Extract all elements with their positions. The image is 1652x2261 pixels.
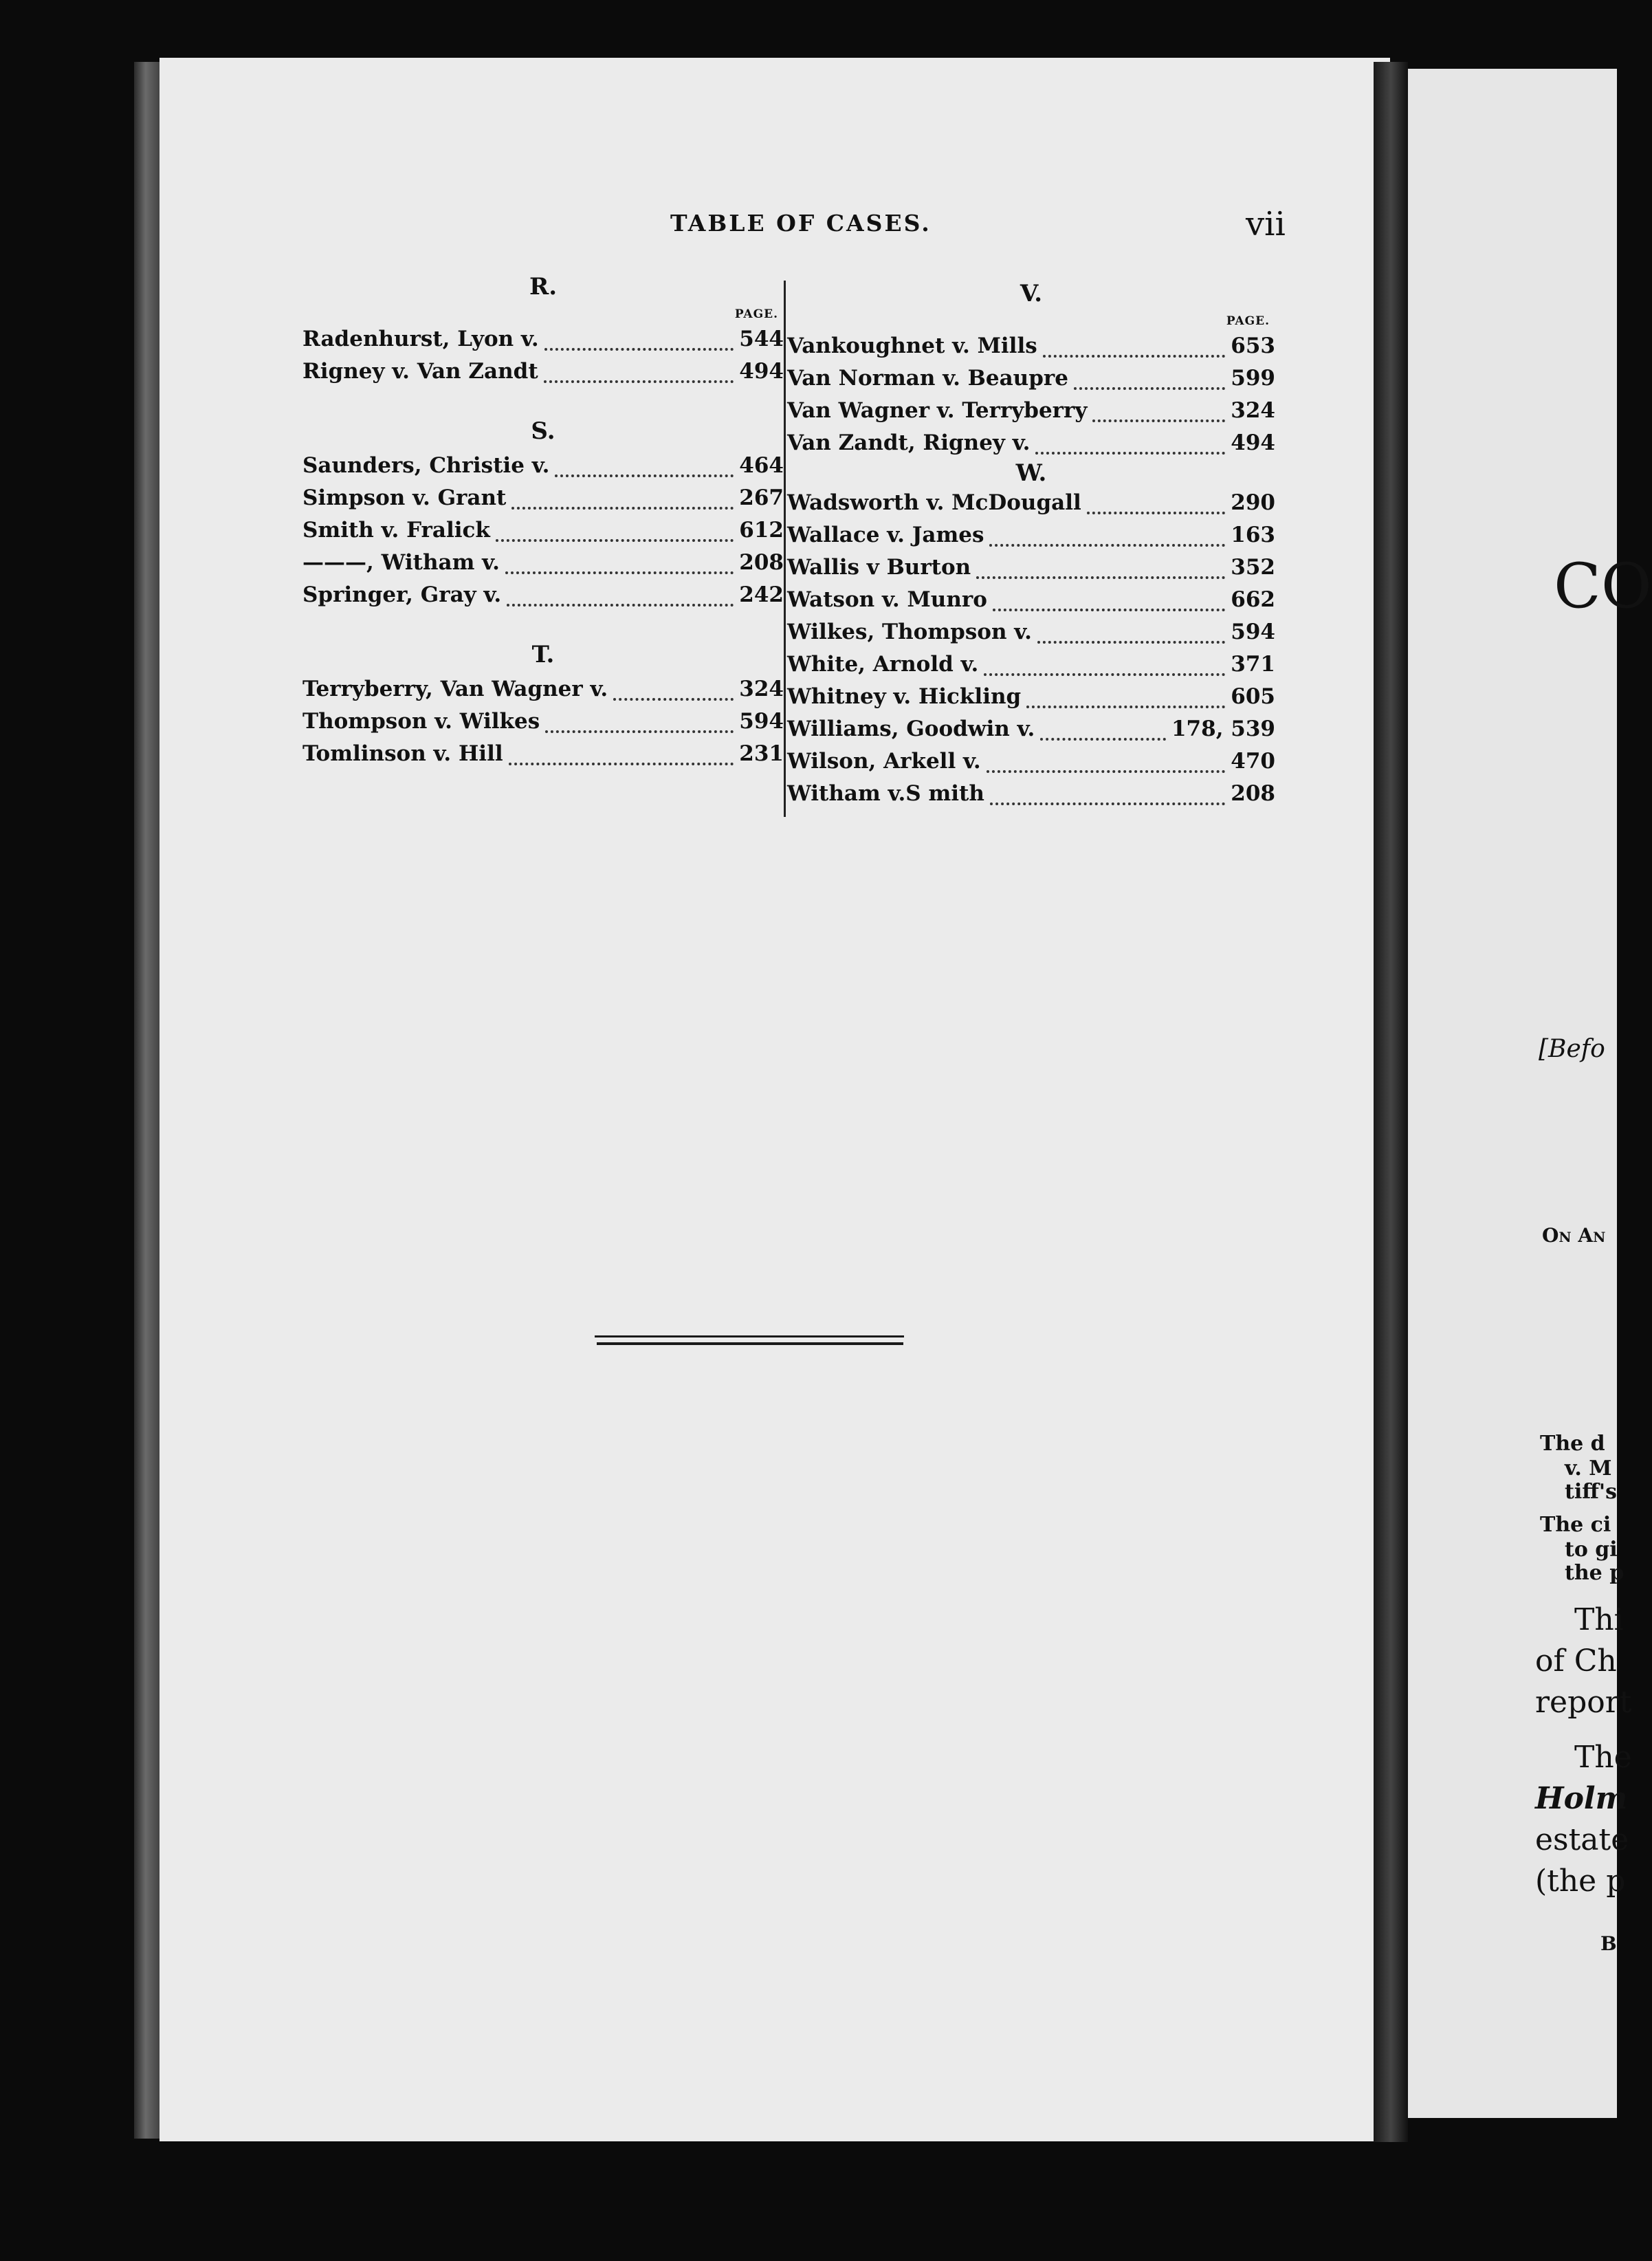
- book-gutter: [1374, 62, 1408, 2142]
- case-name: Springer, Gray v.: [302, 582, 502, 607]
- case-name: ———, Witham v.: [302, 550, 500, 575]
- section-letter: S.: [531, 417, 555, 445]
- facing-body-8: B: [1600, 1932, 1617, 1955]
- facing-on-text: On An: [1542, 1224, 1606, 1247]
- page-number: vii: [1246, 205, 1286, 243]
- case-entry: [787, 395, 1275, 427]
- case-name: Van Zandt, Rigney v.: [787, 430, 1031, 455]
- case-entry: [302, 547, 784, 579]
- case-entry: [302, 579, 784, 611]
- case-entry: [302, 450, 784, 482]
- dot-leader: [1074, 378, 1225, 390]
- case-entry: [787, 487, 1275, 519]
- case-name: Wilkes, Thompson v.: [787, 620, 1032, 644]
- case-name: Terryberry, Van Wagner v.: [302, 677, 608, 701]
- case-page: 470: [1231, 749, 1275, 774]
- case-entry: [787, 330, 1275, 362]
- case-page: 612: [739, 518, 784, 543]
- case-name: Van Norman v. Beaupre: [787, 366, 1068, 391]
- case-name: Witham v.S mith: [787, 781, 984, 806]
- case-page: 290: [1231, 490, 1275, 515]
- case-page: 594: [739, 709, 784, 734]
- case-entry: [787, 778, 1275, 810]
- case-entry: [787, 427, 1275, 459]
- facing-summary-4: The ci: [1540, 1513, 1611, 1537]
- dot-leader: [509, 753, 734, 765]
- case-entry: [787, 713, 1275, 745]
- facing-summary-3: tiff's: [1565, 1480, 1617, 1504]
- facing-bracket-text: [Befo: [1539, 1035, 1605, 1063]
- dot-leader: [993, 599, 1225, 611]
- scan-edge-left: [134, 62, 163, 2139]
- case-name: Vankoughnet v. Mills: [787, 334, 1037, 358]
- section-letter: W.: [1015, 459, 1047, 487]
- right-column: [787, 275, 1275, 810]
- case-name: White, Arnold v.: [787, 652, 979, 677]
- section-letter: T.: [531, 641, 555, 668]
- case-page: 208: [739, 550, 784, 575]
- facing-body-1: Thi: [1574, 1602, 1624, 1637]
- facing-summary-2: v. M: [1565, 1456, 1612, 1481]
- case-name: Thompson v. Wilkes: [302, 709, 540, 734]
- case-name: Simpson v. Grant: [302, 485, 507, 510]
- left-column: [302, 268, 784, 770]
- section-gap: [302, 611, 784, 636]
- facing-body-3: report: [1535, 1685, 1632, 1720]
- case-page: 544: [739, 327, 784, 351]
- case-entry: [787, 745, 1275, 778]
- facing-body-2: of Ch: [1535, 1643, 1617, 1679]
- case-entry: [787, 648, 1275, 681]
- facing-summary-5: to gi: [1565, 1538, 1618, 1562]
- facing-page: [1408, 69, 1652, 2118]
- facing-summary-6: the p: [1565, 1561, 1625, 1585]
- case-entry: [302, 482, 784, 514]
- case-entry: [302, 323, 784, 356]
- case-entry: [302, 706, 784, 738]
- case-entry: [787, 616, 1275, 648]
- dot-leader: [613, 688, 734, 701]
- case-name: Wilson, Arkell v.: [787, 749, 981, 774]
- page-column-label: PAGE.: [734, 307, 778, 321]
- case-page: 371: [1231, 652, 1275, 677]
- end-rule-bottom: [597, 1342, 903, 1345]
- case-page: 178, 539: [1171, 717, 1275, 741]
- case-page: 208: [1231, 781, 1275, 806]
- dot-leader: [984, 664, 1225, 676]
- dot-leader: [1035, 442, 1225, 455]
- case-page: 594: [1231, 620, 1275, 644]
- dot-leader: [544, 338, 734, 351]
- case-page: 324: [739, 677, 784, 701]
- case-page: 324: [1231, 398, 1275, 423]
- case-entry: [787, 519, 1275, 551]
- case-entry: [302, 356, 784, 388]
- case-page: 163: [1231, 523, 1275, 547]
- end-rule-top: [595, 1335, 904, 1337]
- dot-leader: [1026, 696, 1225, 708]
- facing-summary-1: The d: [1540, 1432, 1605, 1456]
- case-name: Watson v. Munro: [787, 587, 987, 612]
- dot-leader: [989, 534, 1225, 547]
- case-name: Whitney v. Hickling: [787, 684, 1022, 709]
- case-page: 605: [1231, 684, 1275, 709]
- case-name: Van Wagner v. Terryberry: [787, 398, 1088, 423]
- case-name: Radenhurst, Lyon v.: [302, 327, 539, 351]
- case-name: Wadsworth v. McDougall: [787, 490, 1081, 515]
- case-name: Tomlinson v. Hill: [302, 741, 503, 766]
- case-entry: [787, 584, 1275, 616]
- page-column-label: PAGE.: [1226, 314, 1270, 328]
- case-page: 231: [739, 741, 784, 766]
- dot-leader: [545, 721, 734, 733]
- section-gap: [302, 388, 784, 413]
- case-entry: [787, 681, 1275, 713]
- dot-leader: [555, 465, 734, 477]
- section-letter: V.: [1020, 280, 1043, 307]
- dot-leader: [507, 594, 734, 607]
- facing-body-5: Holm: [1535, 1781, 1628, 1816]
- dot-leader: [1087, 502, 1226, 514]
- facing-heading: CO: [1554, 550, 1652, 622]
- dot-leader: [505, 562, 734, 574]
- case-page: 242: [739, 582, 784, 607]
- section-letter: R.: [529, 273, 558, 301]
- case-page: 267: [739, 485, 784, 510]
- dot-leader: [1040, 728, 1166, 741]
- case-name: Saunders, Christie v.: [302, 453, 550, 478]
- page-title: TABLE OF CASES.: [670, 210, 932, 237]
- case-page: 494: [739, 359, 784, 384]
- case-name: Wallis v Burton: [787, 555, 971, 580]
- case-entry: [787, 362, 1275, 395]
- dot-leader: [990, 793, 1225, 805]
- dot-leader: [544, 371, 734, 383]
- facing-body-6: estate: [1535, 1822, 1629, 1857]
- case-page: 494: [1231, 430, 1275, 455]
- case-page: 464: [739, 453, 784, 478]
- dot-leader: [511, 497, 734, 510]
- case-name: Rigney v. Van Zandt: [302, 359, 538, 384]
- facing-body-4: The: [1574, 1740, 1632, 1775]
- dot-leader: [1043, 345, 1226, 358]
- case-name: Williams, Goodwin v.: [787, 717, 1035, 741]
- facing-body-7: (the p: [1535, 1864, 1626, 1899]
- case-name: Smith v. Fralick: [302, 518, 490, 543]
- column-divider: [784, 281, 786, 817]
- case-page: 662: [1231, 587, 1275, 612]
- case-page: 352: [1231, 555, 1275, 580]
- case-entry: [302, 738, 784, 770]
- case-entry: [787, 551, 1275, 584]
- case-entry: [302, 514, 784, 547]
- dot-leader: [1092, 410, 1225, 422]
- case-entry: [302, 673, 784, 706]
- case-page: 653: [1231, 334, 1275, 358]
- case-name: Wallace v. James: [787, 523, 984, 547]
- dot-leader: [496, 529, 734, 542]
- case-page: 599: [1231, 366, 1275, 391]
- dot-leader: [976, 567, 1225, 579]
- dot-leader: [1037, 631, 1225, 644]
- dot-leader: [987, 761, 1226, 773]
